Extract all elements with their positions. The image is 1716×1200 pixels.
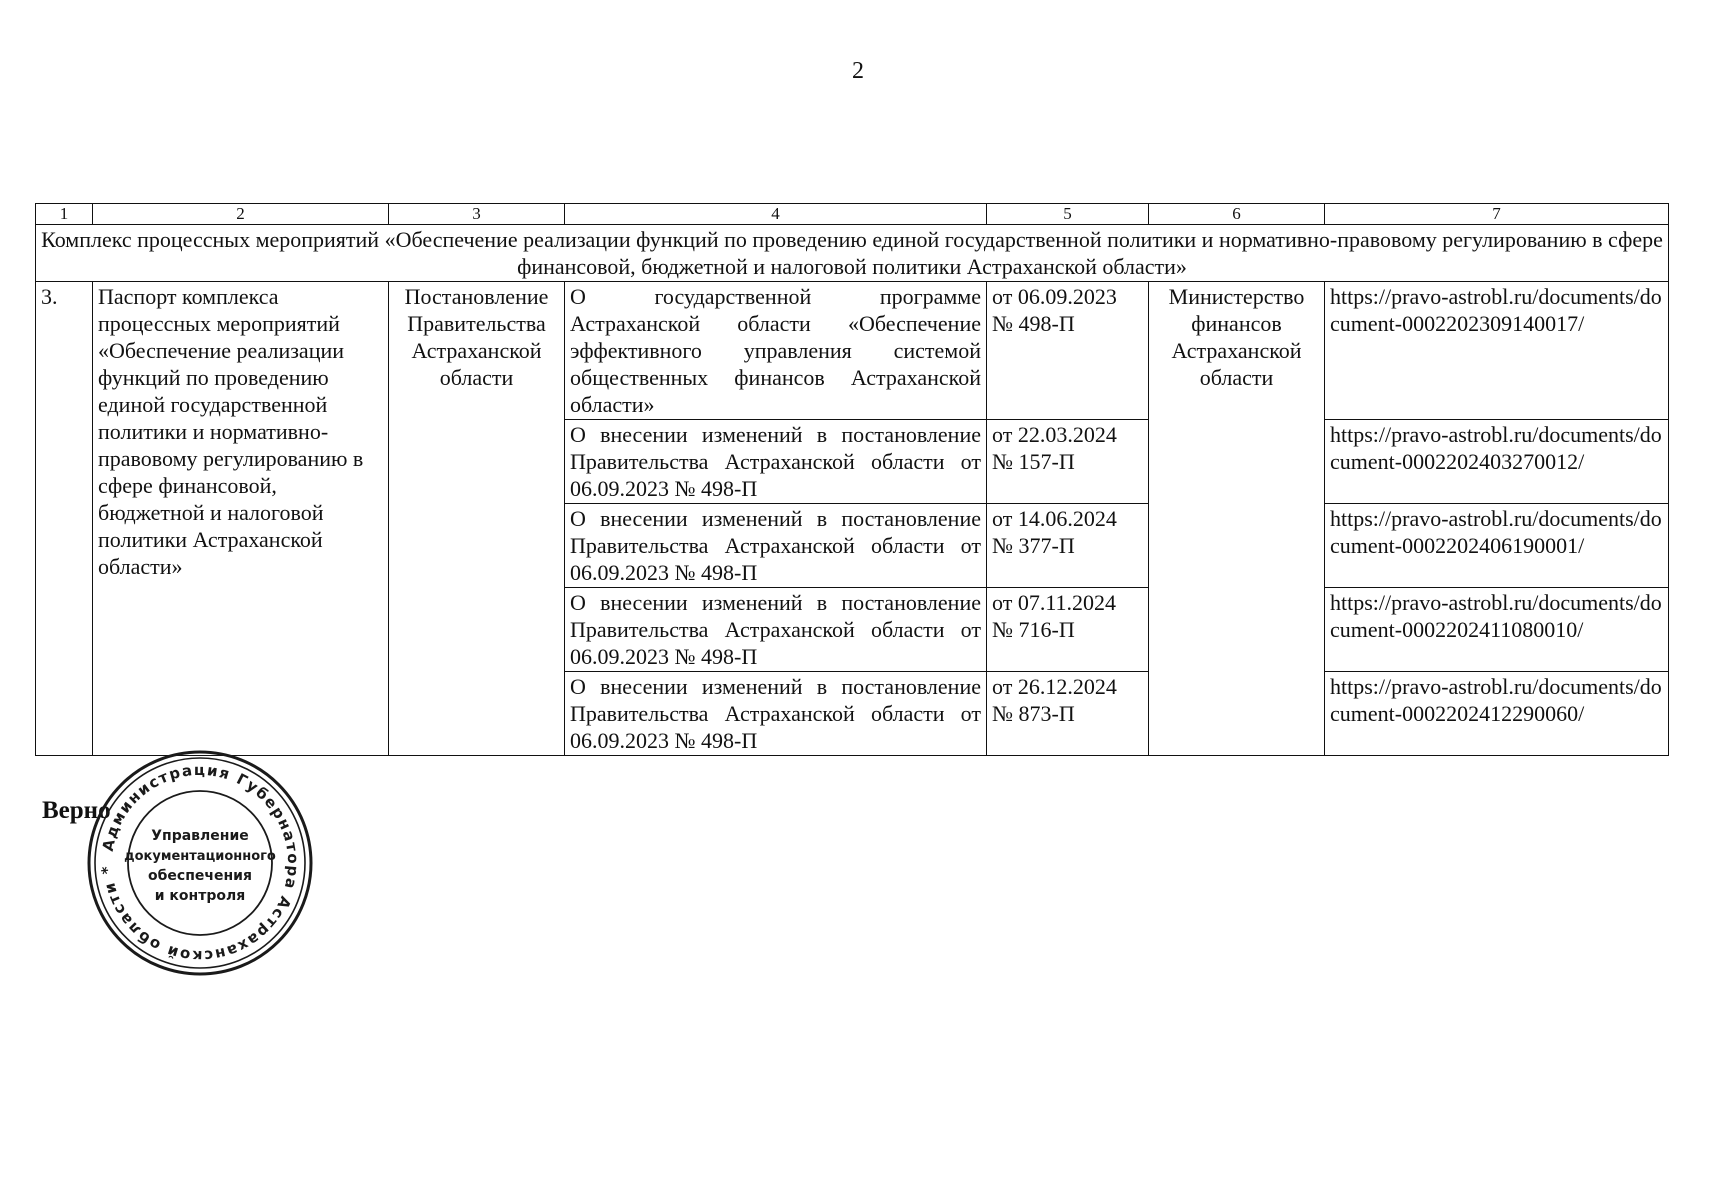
column-number: 2 xyxy=(93,204,389,225)
column-number: 6 xyxy=(1149,204,1325,225)
document-link[interactable]: https://pravo-astrobl.ru/documents/document-0002202406190001/ xyxy=(1325,504,1669,588)
document-title: О внесении изменений в постановление Правительства Астраханской области от 06.09.2023 № 498-П xyxy=(565,588,987,672)
stamp-seal xyxy=(85,748,315,978)
ministry-cell: Министерство финансов Астраханской области xyxy=(1149,282,1325,756)
column-number: 5 xyxy=(987,204,1149,225)
official-stamp xyxy=(85,748,315,978)
document-date: от 06.09.2023 № 498-П xyxy=(987,282,1149,420)
stamp-center-line: Управление xyxy=(151,828,249,844)
document-link[interactable]: https://pravo-astrobl.ru/documents/document-0002202309140017/ xyxy=(1325,282,1669,420)
document-date: от 26.12.2024 № 873-П xyxy=(987,672,1149,756)
document-title: О внесении изменений в постановление Правительства Астраханской области от 06.09.2023 № 498-П xyxy=(565,504,987,588)
document-title: О государственной программе Астраханской области «Обеспечение эффективного управления системой общественных финансов Астраханской области» xyxy=(565,282,987,420)
table-row xyxy=(36,282,1669,420)
documents-table xyxy=(35,203,1669,756)
stamp-ring-text: Администрация Губернатора Астраханской области * xyxy=(97,760,303,966)
doc-type-cell: Постановление Правительства Астраханской области xyxy=(389,282,565,756)
stamp-center-line: и контроля xyxy=(154,888,246,904)
document-title: О внесении изменений в постановление Правительства Астраханской области от 06.09.2023 № 498-П xyxy=(565,672,987,756)
document-link[interactable]: https://pravo-astrobl.ru/documents/document-0002202403270012/ xyxy=(1325,420,1669,504)
row-number: 3. xyxy=(36,282,93,756)
document-title: О внесении изменений в постановление Правительства Астраханской области от 06.09.2023 № 498-П xyxy=(565,420,987,504)
column-number-row xyxy=(36,204,1669,225)
page-number: 2 xyxy=(852,58,864,84)
document-date: от 22.03.2024 № 157-П xyxy=(987,420,1149,504)
verno-label: Верно xyxy=(42,797,111,824)
stamp-center-line: обеспечения xyxy=(148,868,252,884)
document-link[interactable]: https://pravo-astrobl.ru/documents/document-0002202411080010/ xyxy=(1325,588,1669,672)
stamp-center-line: документационного xyxy=(124,849,276,864)
column-number: 3 xyxy=(389,204,565,225)
column-number: 7 xyxy=(1325,204,1669,225)
column-number: 4 xyxy=(565,204,987,225)
document-date: от 14.06.2024 № 377-П xyxy=(987,504,1149,588)
document-date: от 07.11.2024 № 716-П xyxy=(987,588,1149,672)
document-link[interactable]: https://pravo-astrobl.ru/documents/document-0002202412290060/ xyxy=(1325,672,1669,756)
group-title: Комплекс процессных мероприятий «Обеспечение реализации функций по проведению единой государственной политики и нормативно-правовому регулированию в сфере финансовой, бюджетной и налоговой политики Астраханской области» xyxy=(36,225,1669,282)
group-title-row xyxy=(36,225,1669,282)
column-number: 1 xyxy=(36,204,93,225)
passport-cell: Паспорт комплекса процессных мероприятий «Обеспечение реализации функций по проведению единой государственной политики и нормативно-правовому регулированию в сфере финансовой, бюджетной и налоговой политики Астраханской области» xyxy=(93,282,389,756)
